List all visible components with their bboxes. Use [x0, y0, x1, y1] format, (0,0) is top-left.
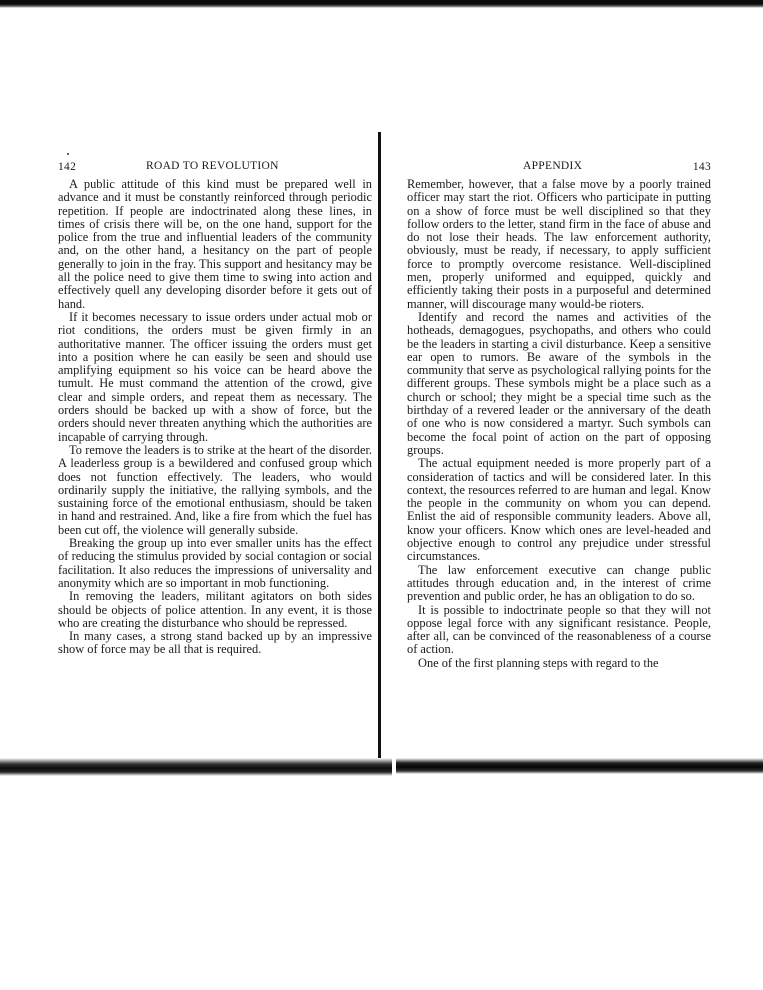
scan-bottom-edge-left — [0, 758, 392, 776]
left-page — [58, 160, 372, 657]
paragraph: It is possible to indoctrinate people so that they will not oppose legal force with any significant resistance. People, after all, can be convinced of the reasonableness of a course of action. — [407, 602, 711, 657]
paragraph: Identify and record the names and activities of the hotheads, demagogues, psychopaths, and others who could be the leaders in starting a civil disturbance. Keep a sensitive ear open to rumors. Be aware of the symbols in the community that serve as psychological rallying points for the different groups. These symbols might be a place such as a church or school; they might be a special time such as the birthday of a revered leader or the anniversary of the death of one who is now considered a martyr. Such symbols can become the focal point of action on the part of opposing groups. — [407, 309, 711, 457]
paragraph: In removing the leaders, militant agitators on both sides should be objects of police attention. In any event, it is those who are creating the disturbance who should be repressed. — [58, 589, 372, 630]
left-page-body — [58, 178, 372, 657]
paragraph: A public attitude of this kind must be prepared well in advance and it must be constantly reinforced through periodic repetition. If people are indoctrinated along these lines, in times of crisis there will be, on the one hand, support for the police from the true and influential leaders of the community and, on the other hand, a hesitancy on the part of people generally to join in the fray. This support and hesitancy may be all the police need to give them time to swing into action and effectively quell any developing disorder before it gets out of hand. — [58, 177, 372, 311]
page-number: 142 — [58, 161, 77, 173]
paragraph: If it becomes necessary to issue orders under actual mob or riot conditions, the orders must be given firmly in an authoritative manner. The officer issuing the orders must get into a position where he can easily be seen and should use amplifying equipment so his voice can be heard above the tumult. He must command the attention of the crowd, give clear and simple orders, and repeat them as necessary. The orders should be backed up with a show of force, but the orders should never threaten anything which the authorities are incapable of carrying through. — [58, 309, 372, 444]
paragraph: Breaking the group up into ever smaller units has the effect of reducing the stimulus provided by social contagion or social facilitation. It also reduces the impressions of universality and anonymity which are so important in mob functioning. — [58, 536, 372, 590]
right-page-body — [407, 178, 711, 670]
paragraph: Remember, however, that a false move by a poorly trained officer may start the riot. Officers who participate in putting on a show of force must be well disciplined so that they follow orders to the letter, stand firm in the face of abuse and do not lose their heads. The law enforcement authority, obviously, must be ready, if necessary, to apply sufficient force to promptly overcome resistance. Well-disciplined men, properly uniformed and equipped, quickly and efficiently taking their posts in a purposeful and determined manner, will discourage many would-be rioters. — [407, 177, 711, 311]
paragraph: In many cases, a strong stand backed up by an impressive show of force may be all that is required. — [58, 629, 372, 657]
running-head: ROAD TO REVOLUTION — [146, 160, 279, 172]
left-page-header — [58, 160, 372, 178]
paragraph: The law enforcement executive can change public attitudes through education and, in the interest of crime prevention and public order, he has an obligation to do so. — [407, 562, 711, 604]
running-head: APPENDIX — [523, 160, 583, 172]
scan-bottom-edge-right — [396, 758, 763, 774]
right-page-header — [407, 160, 711, 178]
book-gutter — [378, 132, 381, 772]
scan-speck — [67, 153, 69, 155]
paragraph: One of the first planning steps with regard to the — [418, 655, 659, 670]
paragraph: To remove the leaders is to strike at the heart of the disorder. A leaderless group is a bewildered and confused group which does not function effectively. The leaders, who would ordinarily supply the initiative, the rallying symbols, and the sustaining force of the emotional enthusiasm, should be taken in hand and restrained. And, like a fire from which the fuel has been cut off, the violence will generally subside. — [58, 442, 372, 537]
page-number: 143 — [692, 161, 711, 173]
right-page — [407, 160, 711, 670]
paragraph: The actual equipment needed is more properly part of a consideration of tactics and will be considered later. In this context, the resources referred to are human and legal. Know the people in the community on whom you can depend. Enlist the aid of responsible community leaders. Above all, know your officers. Know which ones are level-headed and objective enough to control any prejudice under stressful circumstances. — [407, 456, 711, 564]
scan-top-edge — [0, 0, 763, 8]
